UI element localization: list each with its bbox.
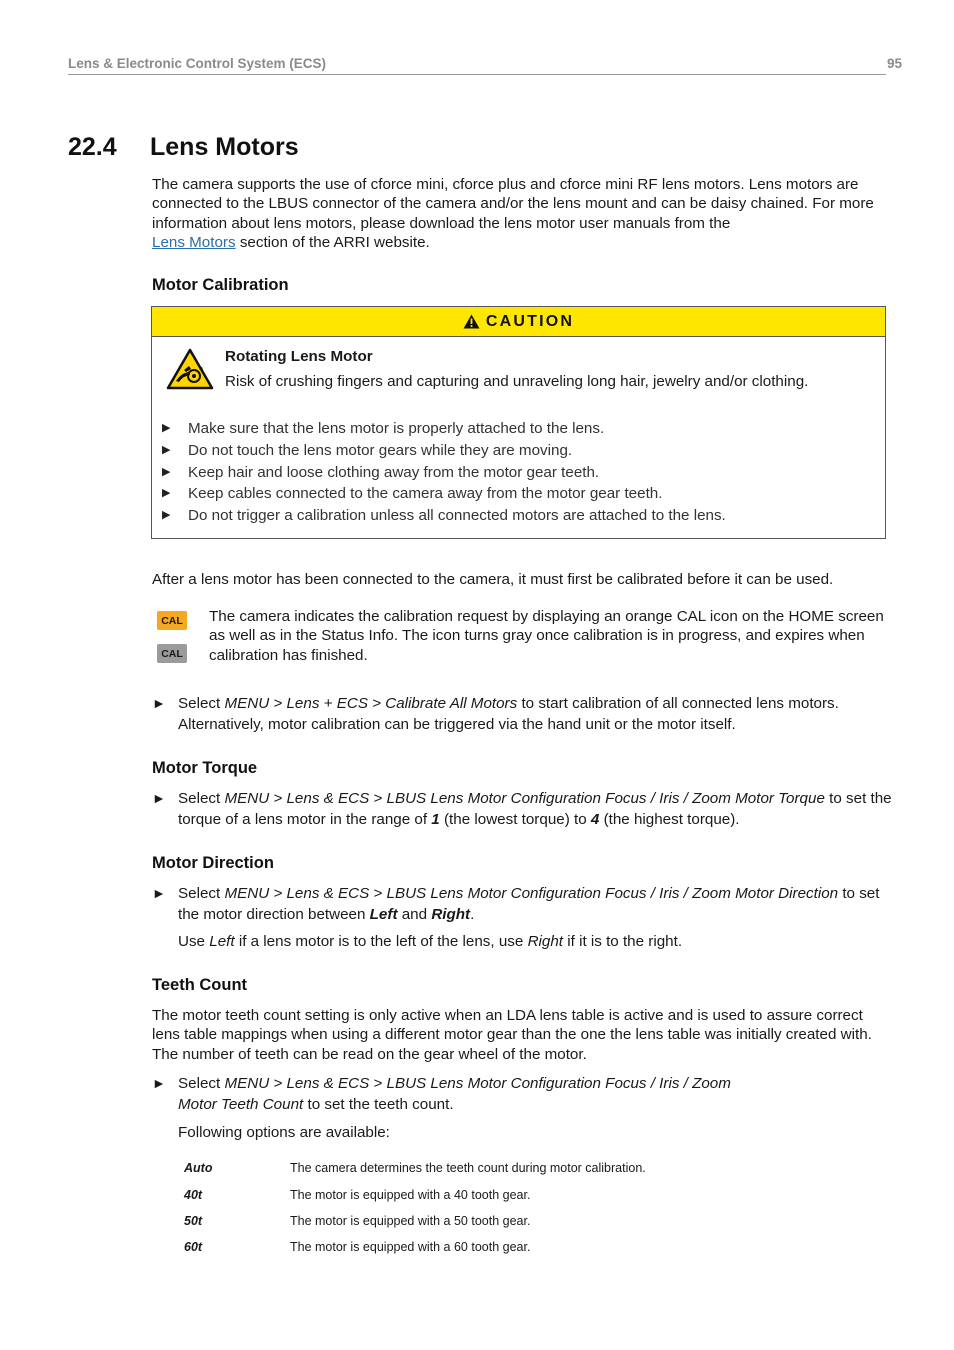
- cal-icon-gray: CAL: [157, 644, 187, 663]
- rotating-hazard-icon: [166, 348, 214, 390]
- page-number: 95: [886, 56, 902, 71]
- motor-torque-heading: Motor Torque: [152, 759, 258, 777]
- intro-text: The camera supports the use of cforce mini, cforce plus and cforce mini RF lens motors. Lens motors are connected to the LBUS connector of the camera and/or the lens mount and can be daisy chained. For more information about lens motors, please download the lens motor user manuals from the: [152, 176, 874, 232]
- after-connection-paragraph: After a lens motor has been connected to the camera, it must first be calibrated before it can be used.: [152, 571, 834, 588]
- intro-text-end: section of the ARRI website.: [239, 234, 430, 252]
- section-number: 22.4: [68, 133, 117, 161]
- list-item: ▶ Keep cables connected to the camera away from the motor gear teeth.: [162, 483, 726, 505]
- option-description: The motor is equipped with a 50 tooth gear.: [290, 1214, 531, 1228]
- bullet-arrow-icon: ▶: [162, 422, 171, 434]
- step-arrow-icon: ►: [152, 695, 166, 711]
- caution-box: [151, 306, 886, 539]
- torque-step: ► Select MENU > Lens & ECS > LBUS Lens Motor Configuration Focus / Iris / Zoom Motor Torque to set the torque of a lens motor in the range of 1 (the lowest torque) to 4 (the highest torque).: [152, 790, 892, 828]
- teeth-count-heading: Teeth Count: [152, 976, 248, 994]
- intro-paragraph: [152, 175, 888, 253]
- warning-icon: [463, 314, 480, 329]
- hazard-title: Rotating Lens Motor: [225, 348, 373, 365]
- direction-step: ► Select MENU > Lens & ECS > LBUS Lens Motor Configuration Focus / Iris / Zoom Motor Direction to set the motor direction between Left and Right.: [152, 885, 880, 923]
- calibrate-step: ► Select MENU > Lens + ECS > Calibrate All Motors to start calibration of all connected lens motors. Alternatively, motor calibration can be triggered via the hand unit or the motor itself.: [152, 695, 839, 733]
- menu-path-end: Motor Teeth Count: [178, 1096, 304, 1113]
- motor-calibration-heading: Motor Calibration: [152, 276, 289, 294]
- teeth-count-description: The motor teeth count setting is only active when an LDA lens table is active and is used to assure correct lens table mappings when using a different motor gear than the one the lens table was initially created with. The number of teeth can be read on the gear wheel of the motor.: [152, 1007, 872, 1063]
- running-header-title: Lens & Electronic Control System (ECS): [68, 56, 327, 71]
- motor-direction-heading: Motor Direction: [152, 854, 274, 872]
- option-description: The motor is equipped with a 60 tooth gear.: [290, 1240, 531, 1254]
- hazard-description: Risk of crushing fingers and capturing and unraveling long hair, jewelry and/or clothing.: [225, 373, 809, 390]
- teeth-count-step: ► Select MENU > Lens & ECS > LBUS Lens Motor Configuration Focus / Iris / Zoom Motor Teeth Count to set the teeth count.: [152, 1075, 731, 1113]
- bullet-arrow-icon: ▶: [162, 443, 171, 456]
- cal-icon-orange: CAL: [157, 611, 187, 630]
- caution-label: CAUTION: [485, 312, 575, 330]
- option-description: The camera determines the teeth count during motor calibration.: [290, 1161, 646, 1175]
- bullet-arrow-icon: ▶: [162, 465, 171, 478]
- options-intro: Following options are available:: [178, 1124, 390, 1141]
- step-arrow-icon: ►: [152, 1075, 166, 1091]
- option-key: 40t: [184, 1188, 203, 1202]
- caution-banner: [152, 307, 885, 337]
- section-heading: [68, 133, 299, 162]
- option-key: 60t: [184, 1240, 203, 1254]
- list-item: ▶ Do not touch the lens motor gears while they are moving.: [162, 440, 726, 462]
- list-item: ▶ Keep hair and loose clothing away from the motor gear teeth.: [162, 462, 726, 484]
- bullet-arrow-icon: ▶: [162, 487, 171, 500]
- list-item: ▶ Make sure that the lens motor is properly attached to the lens.: [162, 418, 726, 440]
- section-title: Lens Motors: [150, 133, 299, 161]
- header-divider: [68, 74, 886, 75]
- direction-usage-note: Use Left if a lens motor is to the left of the lens, use Right if it is to the right.: [178, 933, 683, 950]
- cal-icon-description: The camera indicates the calibration request by displaying an orange CAL icon on the HOME screen as well as in the Status Info. The icon turns gray once calibration is in progress, and expires when calibration has finished.: [209, 608, 884, 664]
- caution-instructions: [162, 418, 726, 527]
- step-arrow-icon: ►: [152, 885, 166, 901]
- lens-motors-link[interactable]: Lens Motors: [152, 234, 236, 252]
- menu-path: MENU > Lens & ECS > LBUS Lens Motor Configuration Focus / Iris / Zoom Motor Torque: [224, 790, 825, 807]
- option-key: Auto: [184, 1161, 213, 1175]
- menu-path: MENU > Lens & ECS > LBUS Lens Motor Configuration Focus / Iris / Zoom Motor Direction: [224, 885, 839, 902]
- option-key: 50t: [184, 1214, 203, 1228]
- bullet-arrow-icon: ▶: [162, 509, 171, 522]
- option-description: The motor is equipped with a 40 tooth gear.: [290, 1188, 531, 1202]
- list-item: ▶ Do not trigger a calibration unless all connected motors are attached to the lens.: [162, 505, 726, 527]
- menu-path: MENU > Lens + ECS > Calibrate All Motors: [224, 695, 518, 712]
- step-arrow-icon: ►: [152, 790, 166, 806]
- menu-path: MENU > Lens & ECS > LBUS Lens Motor Configuration Focus / Iris / Zoom: [224, 1075, 731, 1092]
